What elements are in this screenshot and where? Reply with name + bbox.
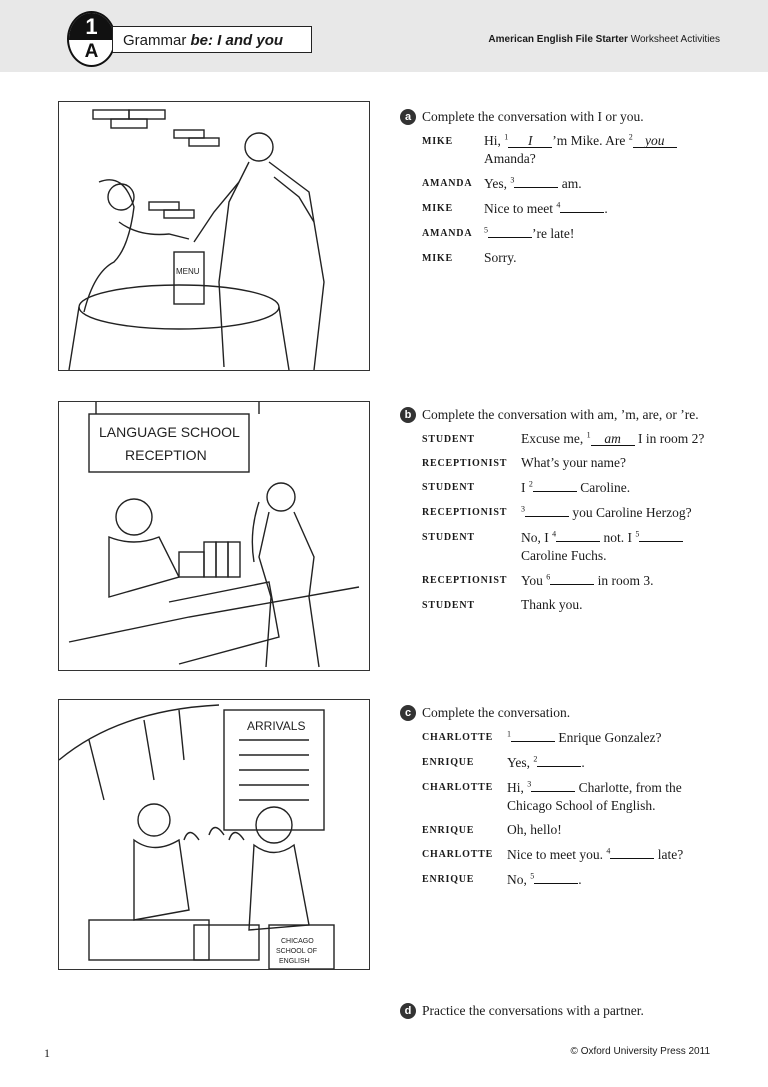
answer-blank[interactable]: am (591, 432, 635, 446)
speaker-name: AMANDA (422, 178, 473, 189)
exercise-b-dialogue (400, 430, 730, 614)
page-number: 1 (44, 1046, 50, 1060)
instruction-text: Practice the conversations with a partner. (422, 1003, 644, 1018)
gap-number: 4 (556, 200, 561, 210)
dialogue-line (400, 199, 730, 218)
topic-title-box (112, 26, 312, 53)
text-segment: . (604, 201, 608, 216)
menu-label: MENU (176, 267, 200, 276)
series-title-rest: Worksheet Activities (630, 34, 720, 45)
text-segment: Sorry. (484, 250, 517, 265)
gap-number: 2 (528, 479, 533, 489)
speaker-name: AMANDA (422, 228, 473, 239)
speaker-name: STUDENT (422, 482, 475, 493)
speaker-name: MIKE (422, 203, 453, 214)
placard-line-1: CHICAGO (281, 938, 314, 945)
text-segment: Charlotte, from the Chicago School of English. (507, 780, 682, 813)
text-segment: not. I (600, 530, 636, 545)
line-text (521, 528, 730, 565)
speaker-name: STUDENT (422, 600, 475, 611)
text-segment: Amanda? (484, 151, 536, 166)
text-segment: late? (654, 847, 684, 862)
speaker-name: ENRIQUE (422, 874, 475, 885)
answer-blank[interactable] (560, 199, 604, 213)
exercise-a (400, 108, 730, 267)
arrivals-drawing (59, 700, 369, 969)
line-text (507, 870, 730, 889)
gap-number: 2 (533, 754, 538, 764)
speaker-name: CHARLOTTE (422, 732, 494, 743)
text-segment: Nice to meet (484, 201, 557, 216)
speaker-name: RECEPTIONIST (422, 575, 508, 586)
dialogue-line (400, 753, 730, 772)
exercise-d (400, 1002, 730, 1020)
text-segment: Oh, hello! (507, 822, 562, 837)
speaker-name: CHARLOTTE (422, 849, 494, 860)
exercise-c-letter: c (400, 705, 416, 721)
answer-blank[interactable] (525, 503, 569, 517)
answer-blank[interactable] (533, 478, 577, 492)
text-segment: Excuse me, (521, 431, 587, 446)
dialogue-line (400, 503, 730, 522)
text-segment: I (521, 480, 529, 495)
illustration-arrivals (58, 699, 370, 970)
illustration-reception (58, 401, 370, 671)
sign-line-1: LANGUAGE SCHOOL (99, 424, 240, 440)
sign-line-2: RECEPTION (125, 447, 207, 463)
text-segment: No, (507, 872, 531, 887)
answer-blank[interactable] (550, 571, 594, 585)
answer-blank[interactable] (531, 778, 575, 792)
text-segment: What’s your name? (521, 455, 626, 470)
text-segment: Enrique Gonzalez? (555, 730, 662, 745)
speaker-name: RECEPTIONIST (422, 507, 508, 518)
exercise-c (400, 704, 730, 889)
exercise-d-instruction (400, 1002, 730, 1020)
gap-number: 2 (628, 132, 633, 142)
dialogue-line (400, 821, 730, 839)
dialogue-line (400, 430, 730, 448)
gap-number: 6 (546, 572, 551, 582)
dialogue-line (400, 596, 730, 614)
speaker-name: MIKE (422, 253, 453, 264)
line-text (521, 596, 730, 614)
exercise-d-letter: d (400, 1003, 416, 1019)
gap-number: 1 (507, 729, 511, 739)
answer-blank[interactable]: you (633, 134, 677, 148)
exercise-c-instruction (400, 704, 730, 722)
text-segment: am. (558, 176, 582, 191)
dialogue-line (400, 528, 730, 565)
instruction-text: Complete the conversation with I or you. (422, 109, 644, 124)
dialogue-line (400, 224, 730, 243)
line-text (484, 132, 730, 168)
topic-title: be: I and you (190, 32, 284, 49)
speaker-name: STUDENT (422, 434, 475, 445)
unit-badge (67, 11, 116, 67)
dialogue-line (400, 249, 730, 267)
placard-line-2: SCHOOL OF (276, 948, 317, 955)
exercise-c-dialogue (400, 728, 730, 889)
line-text (507, 778, 730, 815)
text-segment: you Caroline Herzog? (569, 505, 692, 520)
answer-blank[interactable] (534, 870, 578, 884)
text-segment: Hi, (484, 133, 505, 148)
series-title-bold: American English File Starter (488, 34, 628, 45)
line-text (521, 503, 730, 522)
text-segment: Yes, (484, 176, 511, 191)
answer-blank[interactable] (610, 845, 654, 859)
arrivals-sign: ARRIVALS (247, 719, 306, 733)
copyright: © Oxford University Press 2011 (570, 1046, 710, 1057)
line-text (521, 454, 730, 472)
text-segment: You (521, 573, 547, 588)
gap-number: 3 (521, 504, 525, 514)
text-segment: Nice to meet you. (507, 847, 607, 862)
text-segment: ’m Mike. Are (552, 133, 629, 148)
answer-blank[interactable] (537, 753, 581, 767)
dialogue-line (400, 571, 730, 590)
line-text (521, 478, 730, 497)
line-text (521, 430, 730, 448)
gap-number: 4 (606, 846, 611, 856)
exercise-a-dialogue (400, 132, 730, 267)
speaker-name: ENRIQUE (422, 757, 475, 768)
speaker-name: ENRIQUE (422, 825, 475, 836)
text-segment: Caroline Fuchs. (521, 548, 607, 563)
gap-number: 1 (504, 132, 509, 142)
text-segment: Hi, (507, 780, 528, 795)
unit-letter: A (84, 41, 99, 62)
reception-drawing (59, 402, 369, 670)
gap-number: 3 (527, 779, 532, 789)
answer-blank[interactable]: I (508, 134, 552, 148)
unit-number: 1 (69, 13, 114, 40)
line-text (507, 845, 730, 864)
gap-number: 3 (510, 175, 515, 185)
answer-blank[interactable] (556, 528, 600, 542)
gap-number: 5 (635, 529, 640, 539)
gap-number: 4 (552, 529, 557, 539)
text-segment: No, I (521, 530, 553, 545)
exercise-b (400, 406, 730, 614)
line-text (484, 224, 730, 243)
dialogue-line (400, 778, 730, 815)
line-text (484, 199, 730, 218)
answer-blank[interactable] (514, 174, 558, 188)
text-segment: Thank you. (521, 597, 583, 612)
exercise-a-instruction (400, 108, 730, 126)
exercise-a-letter: a (400, 109, 416, 125)
line-text (521, 571, 730, 590)
text-segment: Caroline. (576, 480, 631, 495)
text-segment: . (581, 755, 585, 770)
answer-blank[interactable] (511, 728, 555, 742)
speaker-name: MIKE (422, 136, 453, 147)
text-segment: I in room 2? (634, 431, 705, 446)
speaker-name: STUDENT (422, 532, 475, 543)
page-header (0, 0, 768, 72)
dialogue-line (400, 870, 730, 889)
line-text (484, 174, 730, 193)
line-text (484, 249, 730, 267)
text-segment: ’re late! (532, 226, 575, 241)
speaker-name: RECEPTIONIST (422, 458, 508, 469)
topic-label: Grammar (123, 32, 187, 49)
dialogue-line (400, 728, 730, 747)
line-text (507, 728, 730, 747)
restaurant-drawing (59, 102, 369, 370)
gap-number: 1 (586, 430, 591, 440)
illustration-restaurant (58, 101, 370, 371)
gap-number: 5 (484, 225, 488, 235)
dialogue-line (400, 174, 730, 193)
dialogue-line (400, 845, 730, 864)
answer-blank[interactable] (488, 224, 532, 238)
line-text (507, 753, 730, 772)
text-segment: in room 3. (594, 573, 654, 588)
placard-line-3: ENGLISH (279, 958, 310, 965)
gap-number: 5 (530, 871, 535, 881)
dialogue-line (400, 132, 730, 168)
dialogue-line (400, 454, 730, 472)
instruction-text: Complete the conversation. (422, 705, 571, 720)
speaker-name: CHARLOTTE (422, 782, 494, 793)
exercise-b-letter: b (400, 407, 416, 423)
text-segment: Yes, (507, 755, 534, 770)
text-segment: . (578, 872, 582, 887)
exercise-b-instruction (400, 406, 730, 424)
instruction-text: Complete the conversation with am, ’m, are, or ’re. (422, 407, 699, 422)
dialogue-line (400, 478, 730, 497)
answer-blank[interactable] (639, 528, 683, 542)
line-text (507, 821, 730, 839)
series-title (488, 34, 720, 45)
